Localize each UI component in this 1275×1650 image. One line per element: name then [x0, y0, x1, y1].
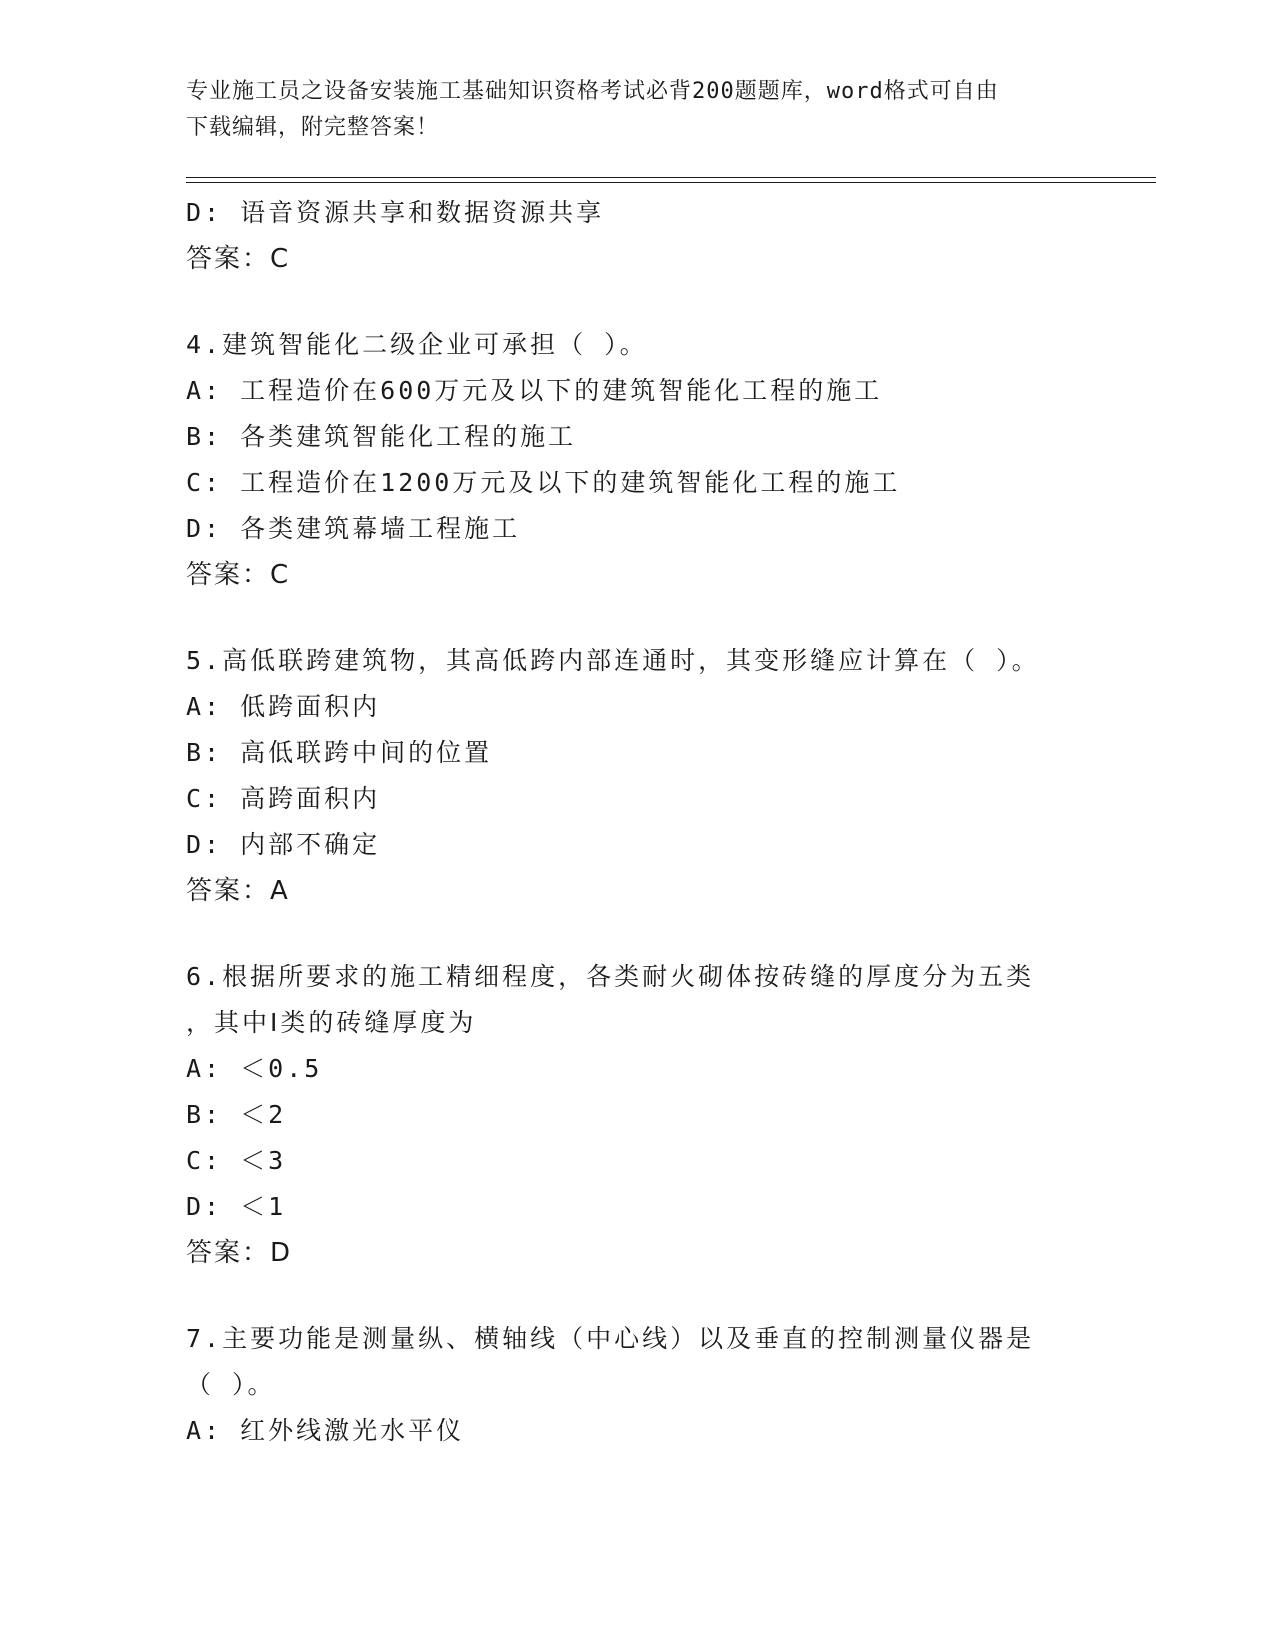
question-stem-line2: （ ）。 — [186, 1370, 276, 1399]
option-a: A: 工程造价在600万元及以下的建筑智能化工程的施工 — [186, 376, 883, 405]
option-b: B: ＜2 — [186, 1100, 287, 1129]
option-d: D: ＜1 — [186, 1192, 287, 1221]
question-stem-line2: ，其中Ⅰ类的砖缝厚度为 — [186, 1008, 477, 1037]
question-list — [186, 190, 1086, 1454]
option-a: A: 红外线激光水平仪 — [186, 1416, 465, 1445]
header-title-line1: 专业施工员之设备安装施工基础知识资格考试必背200题题库，word格式可自由 — [186, 79, 999, 104]
option-b: B: 高低联跨中间的位置 — [186, 738, 493, 767]
prev-option-d: D: 语音资源共享和数据资源共享 — [186, 198, 605, 227]
header-title-line2: 下载编辑，附完整答案！ — [186, 115, 440, 140]
option-b: B: 各类建筑智能化工程的施工 — [186, 422, 577, 451]
option-d: D: 各类建筑幕墙工程施工 — [186, 514, 521, 543]
answer: 答案：A — [186, 876, 290, 906]
question-6 — [186, 954, 1086, 1276]
document-header — [186, 74, 1066, 146]
question-4 — [186, 322, 1086, 598]
answer: 答案：D — [186, 1238, 293, 1268]
question-stem-line1: 7.主要功能是测量纵、横轴线（中心线）以及垂直的控制测量仪器是 — [186, 1324, 1035, 1353]
question-stem: 5.高低联跨建筑物，其高低跨内部连通时，其变形缝应计算在（ ）。 — [186, 646, 1040, 675]
prev-answer: 答案：C — [186, 244, 291, 274]
header-divider-top — [186, 177, 1156, 178]
option-c: C: ＜3 — [186, 1146, 287, 1175]
option-c: C: 工程造价在1200万元及以下的建筑智能化工程的施工 — [186, 468, 901, 497]
question-5 — [186, 638, 1086, 914]
option-d: D: 内部不确定 — [186, 830, 381, 859]
option-a: A: ＜0.5 — [186, 1054, 323, 1083]
answer: 答案：C — [186, 560, 291, 590]
question-stem: 4.建筑智能化二级企业可承担（ ）。 — [186, 330, 648, 359]
header-divider-bottom — [186, 182, 1156, 183]
question-stem-line1: 6.根据所要求的施工精细程度，各类耐火砌体按砖缝的厚度分为五类 — [186, 962, 1035, 991]
option-a: A: 低跨面积内 — [186, 692, 381, 721]
option-c: C: 高跨面积内 — [186, 784, 381, 813]
question-7 — [186, 1316, 1086, 1454]
